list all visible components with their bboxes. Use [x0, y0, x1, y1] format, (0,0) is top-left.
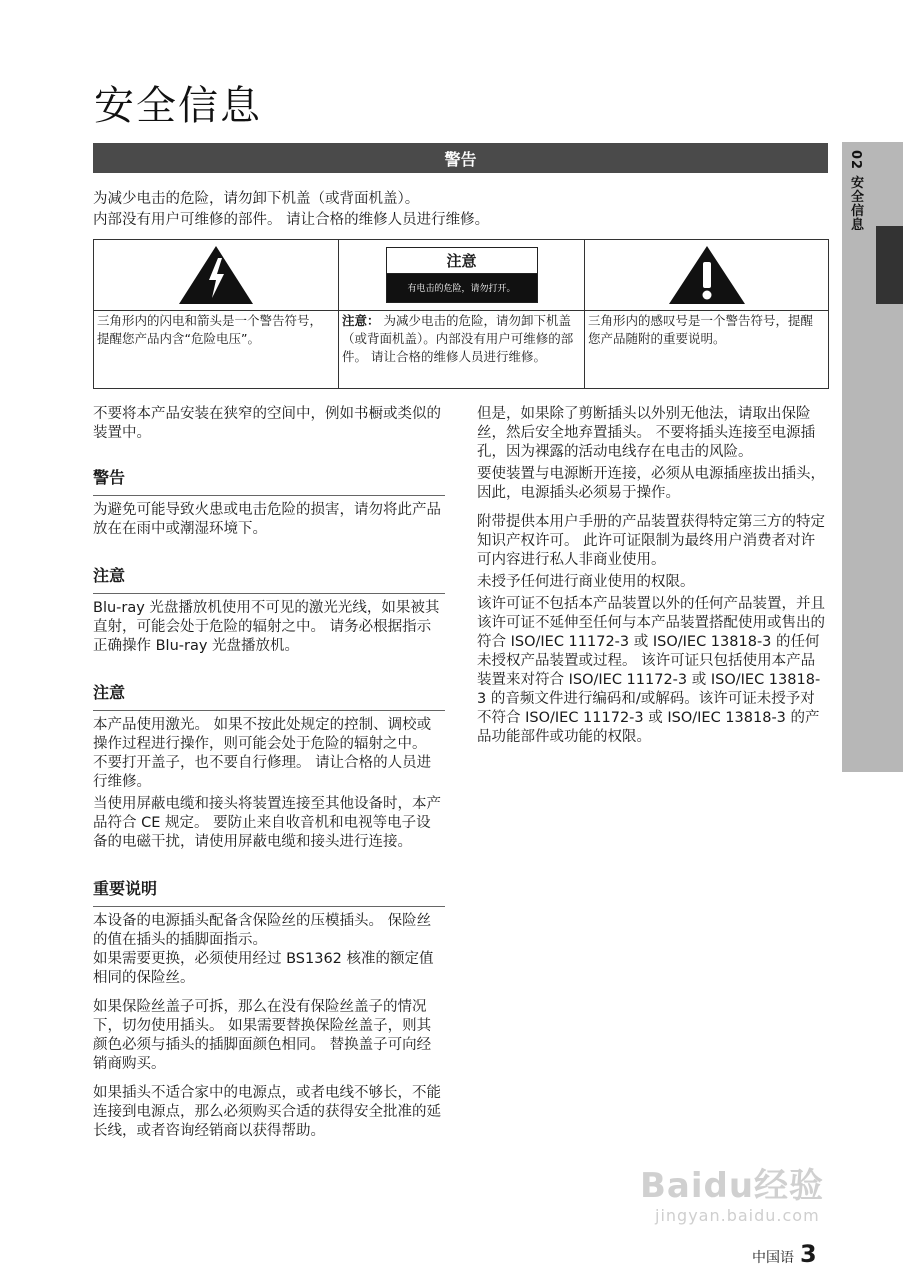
important-text-1: 本设备的电源插头配备含保险丝的压模插头。 保险丝的值在插头的插脚面指示。 — [93, 913, 432, 948]
left-column — [93, 405, 445, 1141]
lightning-description: 三角形内的闪电和箭头是一个警告符号，提醒您产品内含“危险电压”。 — [97, 313, 323, 346]
lightning-column — [94, 240, 339, 388]
warning-bar — [93, 143, 828, 173]
caution-label-text: 有电击的危险，请勿打开。 — [387, 274, 537, 302]
caution-description-text: 为减少电击的危险，请勿卸下机盖（或背面机盖）。内部没有用户可维修的部件。 请让合格的维修人员进行维修。 — [342, 313, 574, 364]
right-column — [477, 405, 829, 747]
section-caution-2-heading: 注意 — [93, 683, 126, 702]
install-paragraph: 不要将本产品安装在狭窄的空间中，例如书橱或类似的装置中。 — [93, 406, 441, 441]
caution-description — [342, 312, 580, 366]
page-footer — [752, 1240, 817, 1268]
exclamation-column — [585, 240, 828, 388]
caution-label-title: 注意 — [387, 248, 537, 274]
divider — [93, 593, 445, 594]
chapter-side-tab-marker — [876, 226, 903, 304]
important-text-4: 如果插头不适合家中的电源点，或者电线不够长，不能连接到电源点，那么必须购买合适的获得安全批准的延长线，或者咨询经销商以获得帮助。 — [93, 1085, 441, 1139]
section-warning-text: 为避免可能导致火患或电击危险的损害，请勿将此产品放在在雨中或潮湿环境下。 — [93, 502, 441, 537]
right-paragraph-4: 未授予任何进行商业使用的权限。 — [477, 574, 695, 590]
right-paragraph-3: 附带提供本用户手册的产品装置获得特定第三方的特定知识产权许可。 此许可证限制为最终用户消费者对许可内容进行私人非商业使用。 — [477, 514, 825, 568]
section-caution-text: Blu-ray 光盘播放机使用不可见的激光光线，如果被其直射，可能会处于危险的辐射之中。 请务必根据指示正确操作 Blu-ray 光盘播放机。 — [93, 600, 440, 654]
important-text-3: 如果保险丝盖子可拆，那么在没有保险丝盖子的情况下，切勿使用插头。 如果需要替换保险丝盖子，则其颜色必须与插头的插脚面颜色相同。 替换盖子可向经销商购买。 — [93, 999, 432, 1072]
divider — [93, 495, 445, 496]
section-warning-heading: 警告 — [93, 468, 126, 487]
intro-text — [93, 190, 833, 230]
exclamation-description: 三角形内的感叹号是一个警告符号，提醒您产品随附的重要说明。 — [588, 313, 814, 346]
footer-language: 中国语 — [752, 1250, 794, 1266]
intro-line-2: 内部没有用户可维修的部件。 请让合格的维修人员进行维修。 — [93, 212, 490, 228]
page-title: 安全信息 — [94, 83, 262, 129]
section-caution-heading: 注意 — [93, 566, 126, 585]
caution-description-label: 注意： — [342, 313, 380, 328]
chapter-side-tab-label: 02 安全信息 — [848, 150, 863, 232]
watermark-logo: Baidu经验 — [640, 1166, 825, 1206]
exclamation-warning-icon — [667, 244, 747, 306]
right-paragraph-1: 但是，如果除了剪断插头以外别无他法，请取出保险丝，然后安全地弃置插头。 不要将插头连接至电源插孔，因为裸露的活动电线存在电击的风险。 — [477, 406, 816, 460]
watermark-url: jingyan.baidu.com — [655, 1206, 820, 1225]
section-caution-2-text-1: 本产品使用激光。 如果不按此处规定的控制、调校或操作过程进行操作，则可能会处于危险的辐射之中。 不要打开盖子，也不要自行修理。 请让合格的人员进行维修。 — [93, 717, 432, 790]
caution-column — [339, 240, 585, 388]
section-caution-2-text-2: 当使用屏蔽电缆和接头将装置连接至其他设备时，本产品符合 CE 规定。 要防止来自收音机和电视等电子设备的电磁干扰，请使用屏蔽电缆和接头进行连接。 — [93, 796, 441, 850]
right-paragraph-2: 要使装置与电源断开连接，必须从电源插座拔出插头，因此，电源插头必须易于操作。 — [477, 466, 825, 501]
caution-label-box — [386, 247, 538, 303]
page-number: 3 — [800, 1240, 817, 1268]
important-text-2: 如果需要更换，必须使用经过 BS1362 核准的额定值相同的保险丝。 — [93, 951, 434, 986]
divider — [93, 710, 445, 711]
warning-symbol-table — [93, 239, 829, 389]
divider — [93, 906, 445, 907]
warning-bar-label: 警告 — [444, 149, 477, 169]
section-important-heading: 重要说明 — [93, 879, 158, 898]
lightning-warning-icon — [177, 244, 255, 306]
intro-line-1: 为减少电击的危险，请勿卸下机盖（或背面机盖）。 — [93, 191, 420, 207]
right-paragraph-5: 该许可证不包括本产品装置以外的任何产品装置，并且该许可证不延伸至任何与本产品装置搭配使用或售出的符合 ISO/IEC 11172-3 或 ISO/IEC 13818-3 的任何未授权产品装置或过程。 该许可证只包括使用本产品装置来对符合 ISO/IEC 11172-3 或 ISO/IEC 13818-3 的音频文件进行编码和/或解码。该许可证未授予对不符合 ISO/IEC 11172-3 或 ISO/IEC 13818-3 的产品功能部件或功能的权限。 — [477, 596, 825, 745]
